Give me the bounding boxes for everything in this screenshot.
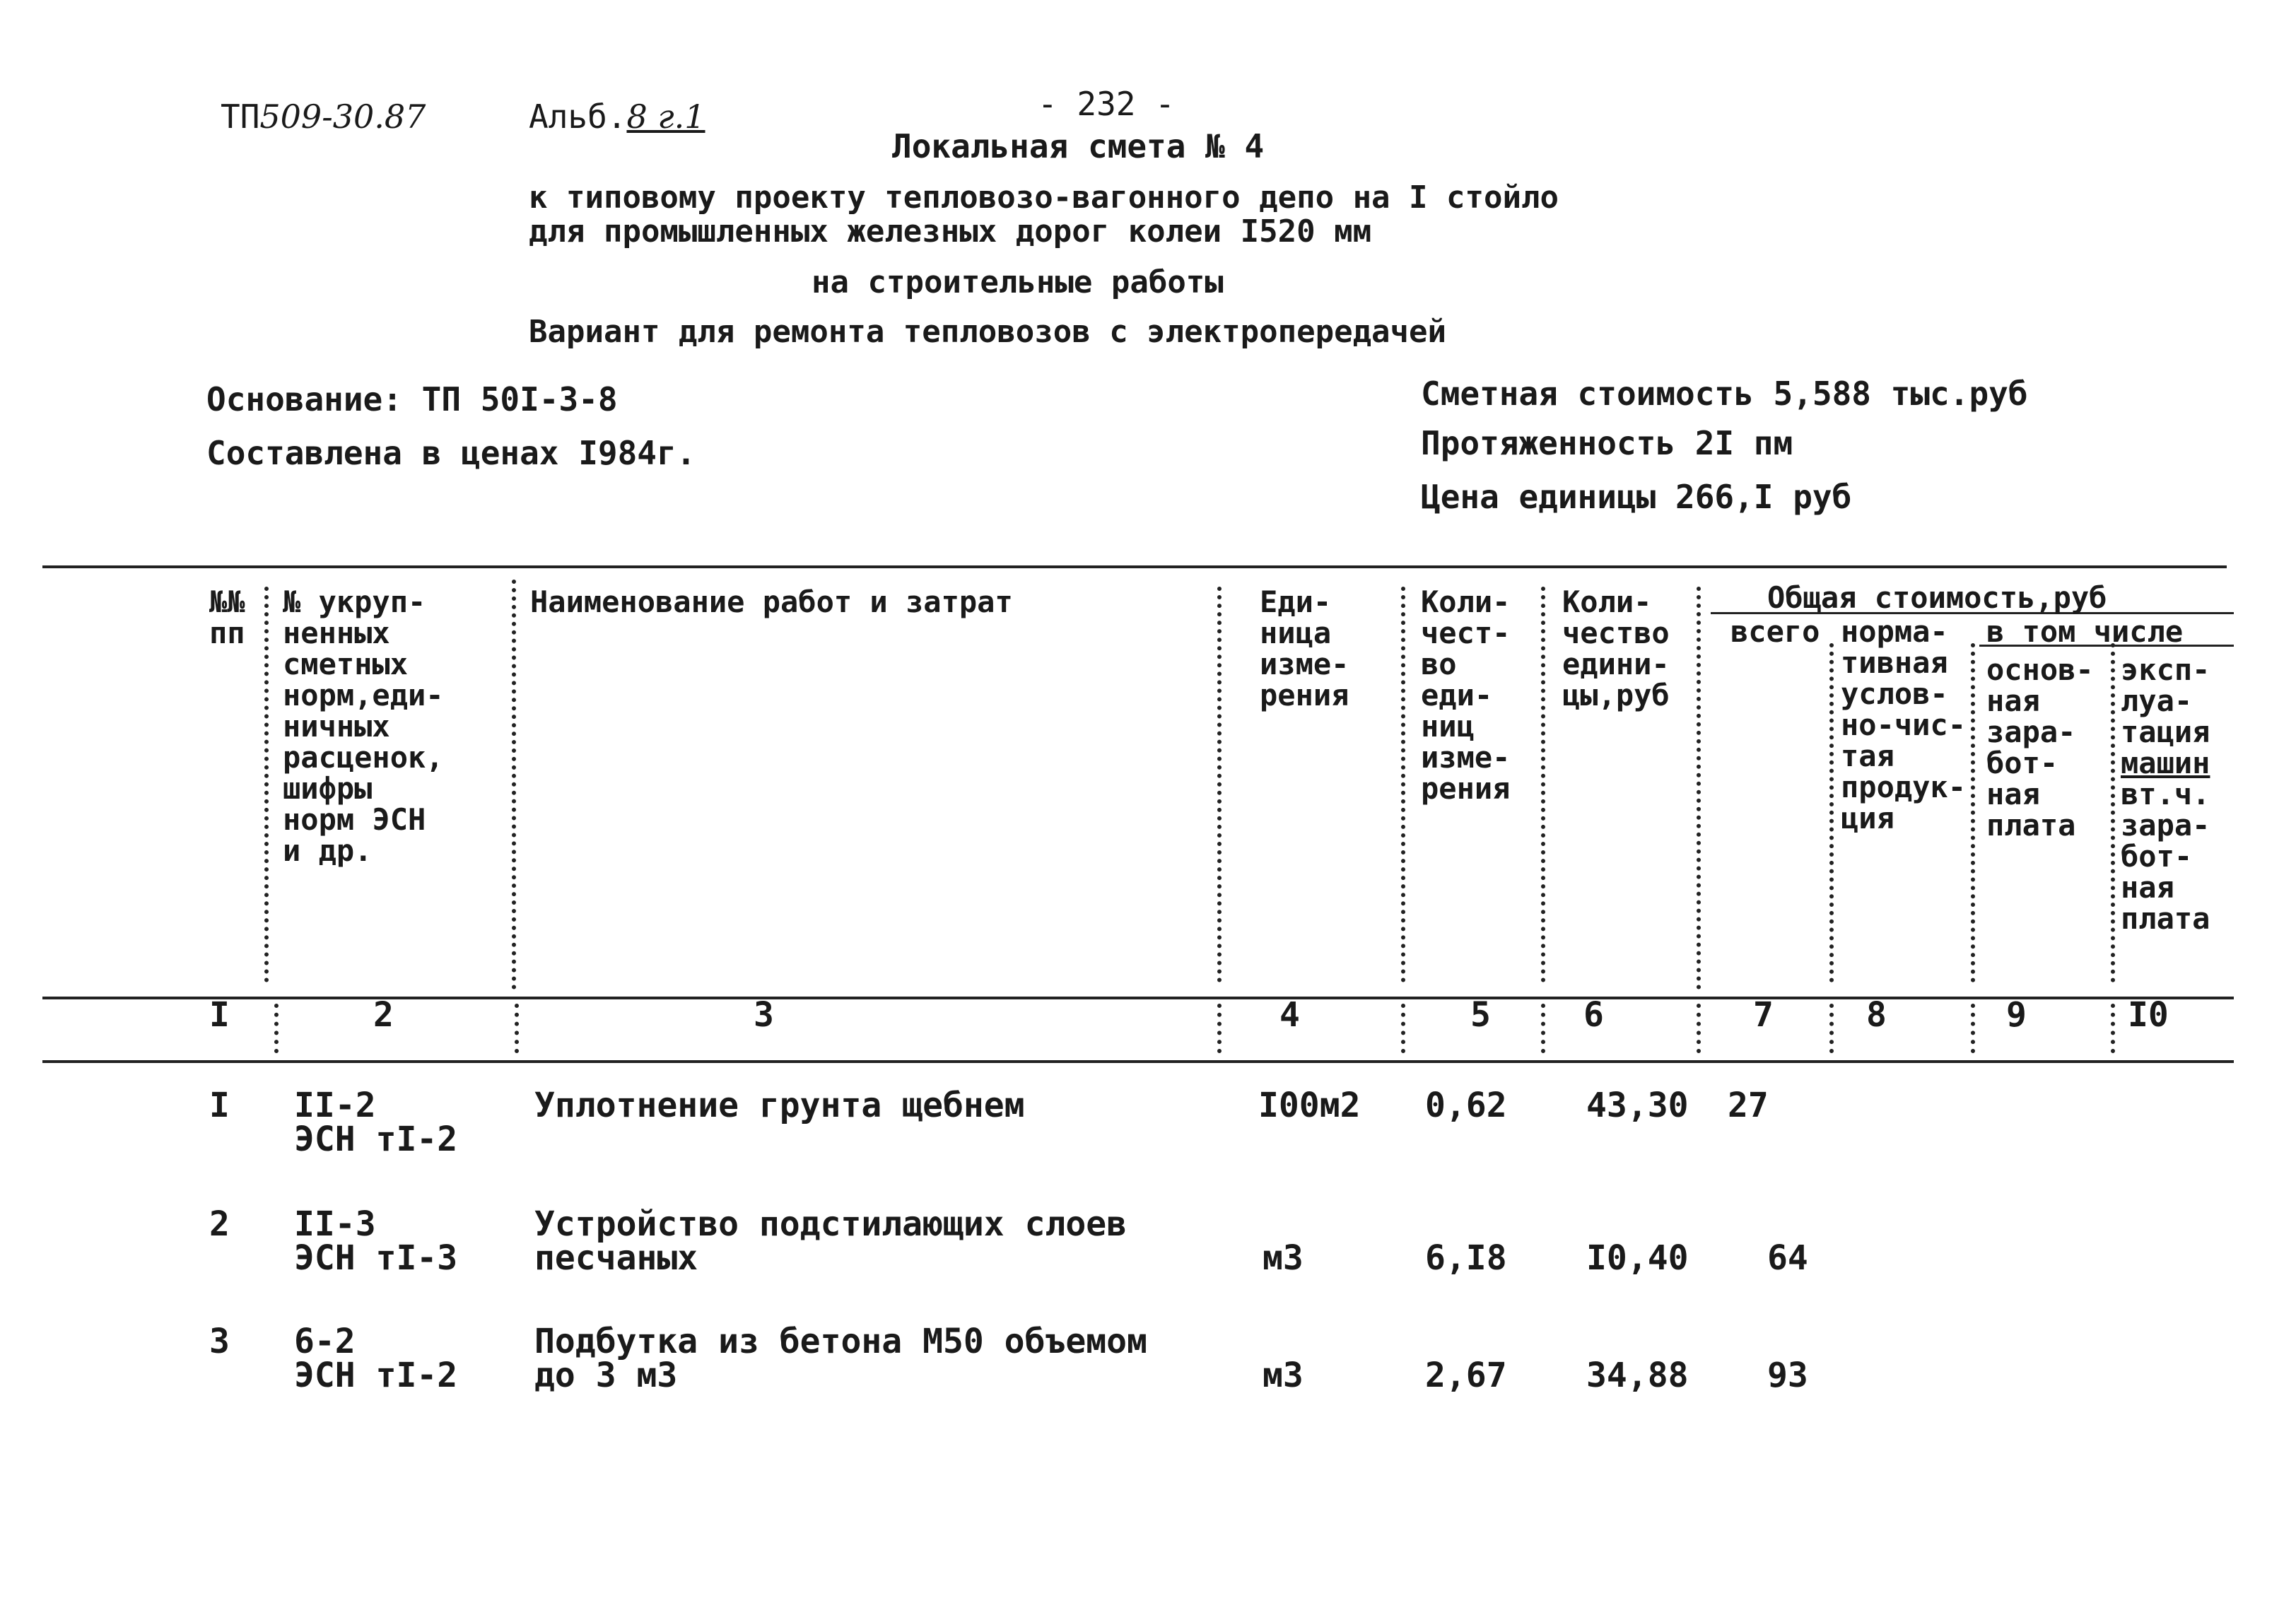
row-total: 27 — [1728, 1086, 1769, 1125]
title-line-1: к типовому проекту тепловозо-вагонного депо на I стойло — [529, 180, 1559, 216]
row-number: 2 — [209, 1204, 230, 1244]
colnum-7: 7 — [1753, 995, 1774, 1035]
header-col-10-mid: машин — [2121, 746, 2210, 780]
album-number: 8 г.1 — [626, 98, 705, 136]
header-bottom-rule — [42, 997, 2234, 999]
length: Протяженность 2I пм — [1421, 424, 1793, 462]
colnum-4: 4 — [1279, 995, 1300, 1035]
title-line-4: Вариант для ремонта тепловозов с электропередачей — [529, 314, 1447, 350]
colnum-3: 3 — [754, 995, 774, 1035]
row-code-esn: ЭСН тI-2 — [294, 1120, 458, 1159]
row-name-cont: песчаных — [534, 1238, 698, 1278]
tp-label — [221, 98, 426, 136]
album-prefix: Альб. — [529, 98, 627, 136]
title-line-2: для промышленных железных дорог колеи I520 мм — [529, 213, 1372, 249]
header-col-10-top: эксп- луа- тация — [2121, 652, 2210, 749]
colnum-6: 6 — [1583, 995, 1604, 1035]
row-code: II-3 — [294, 1204, 376, 1244]
header-group-total-cost: Общая стоимость,руб — [1767, 580, 2107, 615]
row-name: Уплотнение грунта щебнем — [534, 1086, 1025, 1125]
row-price: 34,88 — [1586, 1356, 1689, 1395]
header-col-3: Наименование работ и затрат — [530, 585, 1013, 619]
colnum-9: 9 — [2006, 995, 2027, 1035]
tp-number: 509-30.87 — [259, 98, 426, 136]
row-qty: 6,I8 — [1425, 1238, 1507, 1278]
doc-title: Локальная смета № 4 — [892, 127, 1265, 165]
row-name-cont: до 3 м3 — [534, 1356, 678, 1395]
row-price: 43,30 — [1586, 1086, 1689, 1125]
table-top-rule — [42, 565, 2227, 568]
row-name: Устройство подстилающих слоев — [534, 1204, 1128, 1244]
row-qty: 2,67 — [1425, 1356, 1507, 1395]
row-unit: м3 — [1263, 1238, 1304, 1278]
row-total: 93 — [1767, 1356, 1808, 1395]
header-col-6: Коли- чество едини- цы,руб — [1562, 585, 1670, 712]
header-col-8: норма- тивная услов- но-чис- тая продук- ция — [1841, 614, 1967, 835]
header-col-10-bot: вт.ч. зара- бот- ная плата — [2121, 777, 2210, 936]
colnum-10: I0 — [2128, 995, 2169, 1035]
header-col-7: всего — [1730, 614, 1820, 649]
row-price: I0,40 — [1586, 1238, 1689, 1278]
colnum-bottom-rule — [42, 1060, 2234, 1063]
colnum-2: 2 — [373, 995, 394, 1035]
header-col-4: Еди- ница изме- рения — [1260, 585, 1349, 712]
header-col-9: основ- ная зара- бот- ная плата — [1986, 652, 2094, 842]
unit-price: Цена единицы 266,I руб — [1421, 478, 1852, 516]
prices-year: Составлена в ценах I984г. — [206, 434, 696, 472]
header-col-5: Коли- чест- во еди- ниц изме- рения — [1421, 585, 1511, 806]
basis: Основание: ТП 50I-3-8 — [206, 380, 618, 418]
tp-prefix: ТП — [221, 98, 260, 136]
header-col-2: № укруп- ненных сметных норм,еди- ничных расценок, шифры норм ЭСН и др. — [283, 585, 444, 868]
row-name: Подбутка из бетона М50 объемом — [534, 1322, 1147, 1361]
title-line-3: на строительные работы — [812, 264, 1224, 300]
album-label — [529, 98, 705, 136]
row-unit: м3 — [1263, 1356, 1304, 1395]
row-number: I — [209, 1086, 230, 1125]
colnum-8: 8 — [1866, 995, 1887, 1035]
row-qty: 0,62 — [1425, 1086, 1507, 1125]
estimated-cost: Сметная стоимость 5,588 тыс.руб — [1421, 375, 2028, 413]
header-col-1: №№ пп — [209, 585, 245, 650]
page-number: - 232 - — [1038, 85, 1175, 123]
row-number: 3 — [209, 1322, 230, 1361]
row-code: II-2 — [294, 1086, 376, 1125]
header-subgroup: в том числе — [1986, 614, 2184, 649]
row-code: 6-2 — [294, 1322, 356, 1361]
row-unit: I00м2 — [1258, 1086, 1361, 1125]
row-code-esn: ЭСН тI-2 — [294, 1356, 458, 1395]
row-total: 64 — [1767, 1238, 1808, 1278]
colnum-5: 5 — [1470, 995, 1491, 1035]
row-code-esn: ЭСН тI-3 — [294, 1238, 458, 1278]
colnum-1: I — [209, 995, 230, 1035]
